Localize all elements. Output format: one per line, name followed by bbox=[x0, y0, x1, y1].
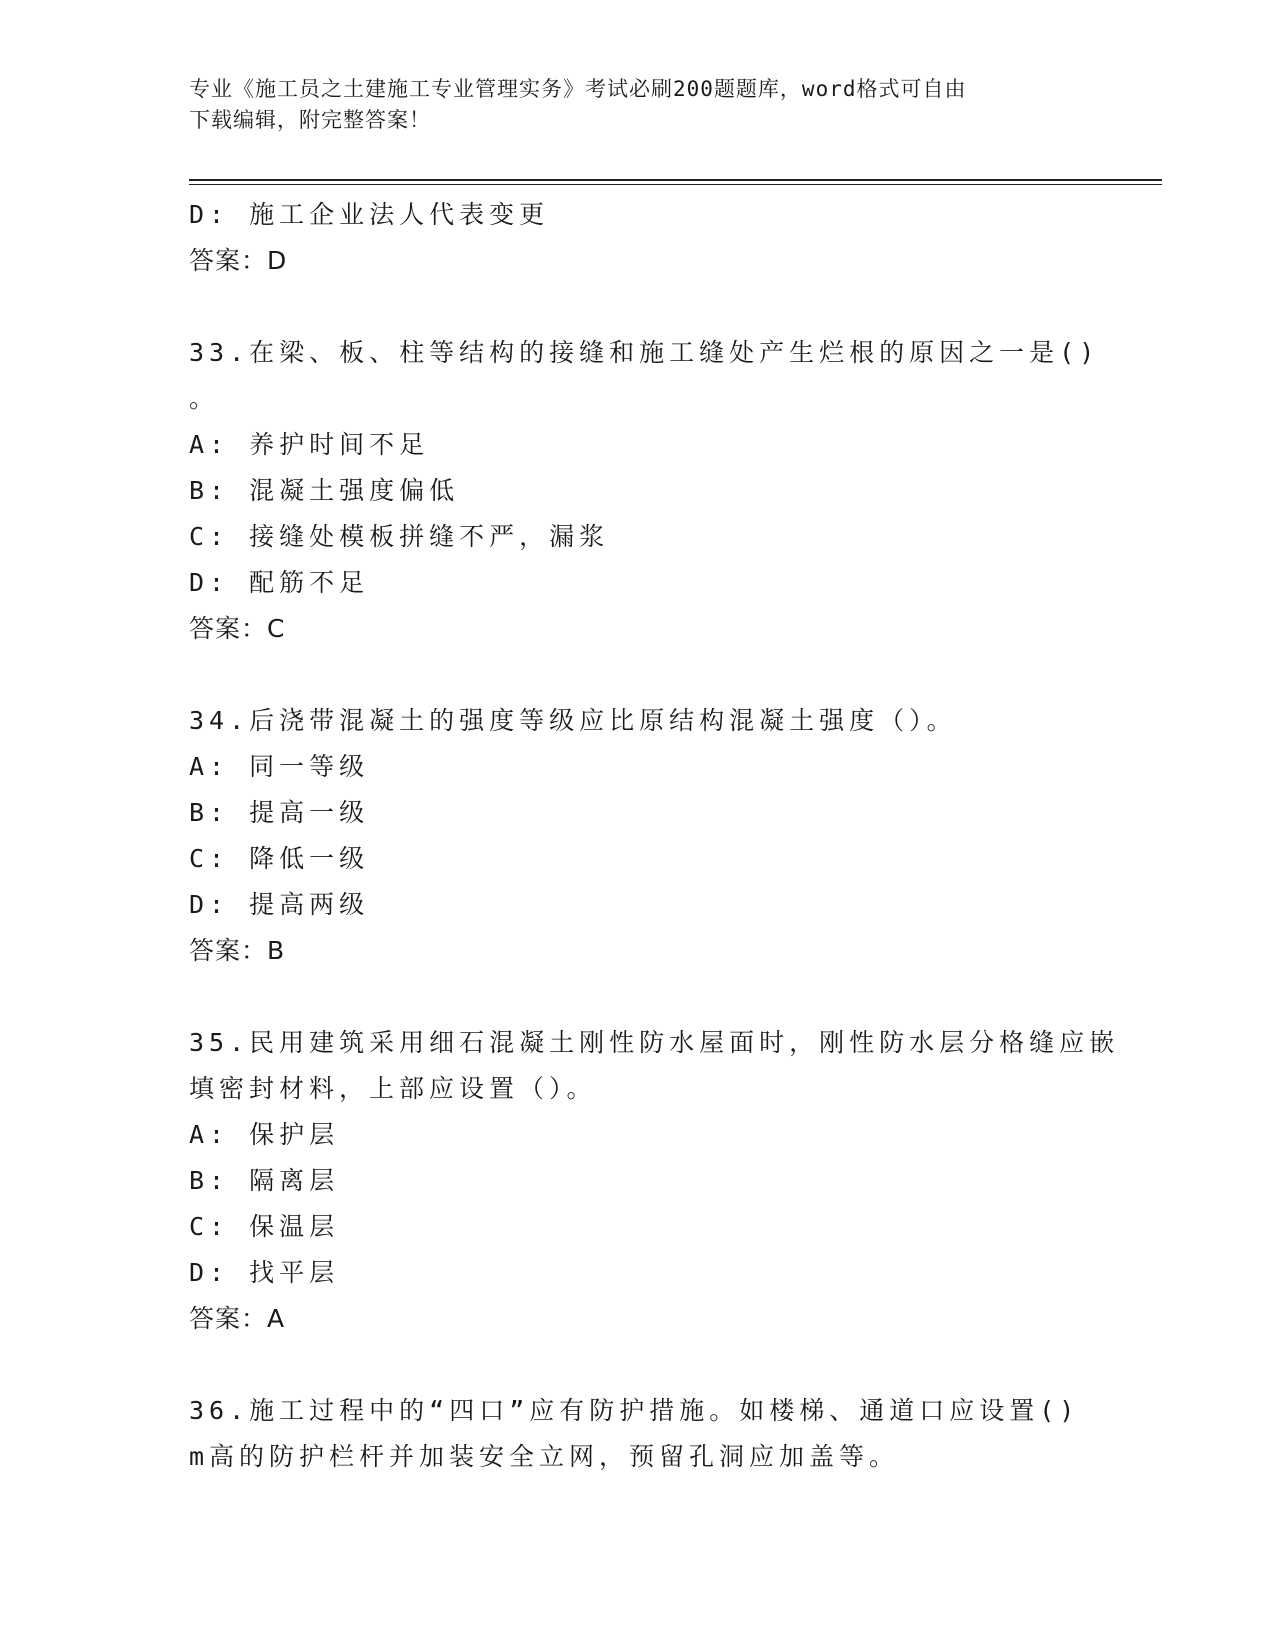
q34-option-c: C: 降低一级 bbox=[189, 844, 370, 873]
q35-option-d: D: 找平层 bbox=[189, 1258, 340, 1287]
q34-option-d: D: 提高两级 bbox=[189, 890, 370, 919]
document-header bbox=[189, 74, 1089, 136]
header-divider-thick bbox=[189, 179, 1162, 181]
q36-stem-line-2: m高的防护栏杆并加装安全立网，预留孔洞应加盖等。 bbox=[189, 1442, 900, 1471]
q33-option-a: A: 养护时间不足 bbox=[189, 430, 430, 459]
spacer bbox=[189, 974, 1089, 1020]
q33-option-d: D: 配筋不足 bbox=[189, 568, 370, 597]
spacer bbox=[189, 652, 1089, 698]
prev-option-d: D: 施工企业法人代表变更 bbox=[189, 200, 550, 229]
q33-stem-line-2: 。 bbox=[189, 384, 220, 413]
q33-answer: 答案：C bbox=[189, 614, 286, 643]
spacer bbox=[189, 1342, 1089, 1388]
q36-stem-line-1: 36.施工过程中的“四口”应有防护措施。如楼梯、通道口应设置() bbox=[189, 1396, 1080, 1425]
q35-option-c: C: 保温层 bbox=[189, 1212, 340, 1241]
q34-answer: 答案：B bbox=[189, 936, 286, 965]
q35-stem-line-1: 35.民用建筑采用细石混凝土刚性防水屋面时，刚性防水层分格缝应嵌 bbox=[189, 1028, 1120, 1057]
q35-stem-line-2: 填密封材料，上部应设置（）。 bbox=[189, 1074, 597, 1103]
spacer bbox=[189, 284, 1089, 330]
question-list bbox=[189, 192, 1120, 1480]
q34-option-b: B: 提高一级 bbox=[189, 798, 370, 827]
q35-option-a: A: 保护层 bbox=[189, 1120, 340, 1149]
q34-option-a: A: 同一等级 bbox=[189, 752, 370, 781]
q33-stem-line-1: 33.在梁、板、柱等结构的接缝和施工缝处产生烂根的原因之一是() bbox=[189, 338, 1100, 367]
header-line-2: 下载编辑，附完整答案！ bbox=[189, 108, 431, 132]
q34-stem-line-1: 34.后浇带混凝土的强度等级应比原结构混凝土强度（）。 bbox=[189, 706, 957, 735]
header-line-1: 专业《施工员之土建施工专业管理实务》考试必刷200题题库，word格式可自由 bbox=[189, 77, 967, 101]
q35-answer: 答案：A bbox=[189, 1304, 286, 1333]
prev-answer: 答案：D bbox=[189, 246, 288, 275]
q35-option-b: B: 隔离层 bbox=[189, 1166, 340, 1195]
q33-option-c: C: 接缝处模板拼缝不严，漏浆 bbox=[189, 522, 610, 551]
header-divider-thin bbox=[189, 184, 1162, 185]
q33-option-b: B: 混凝土强度偏低 bbox=[189, 476, 460, 505]
